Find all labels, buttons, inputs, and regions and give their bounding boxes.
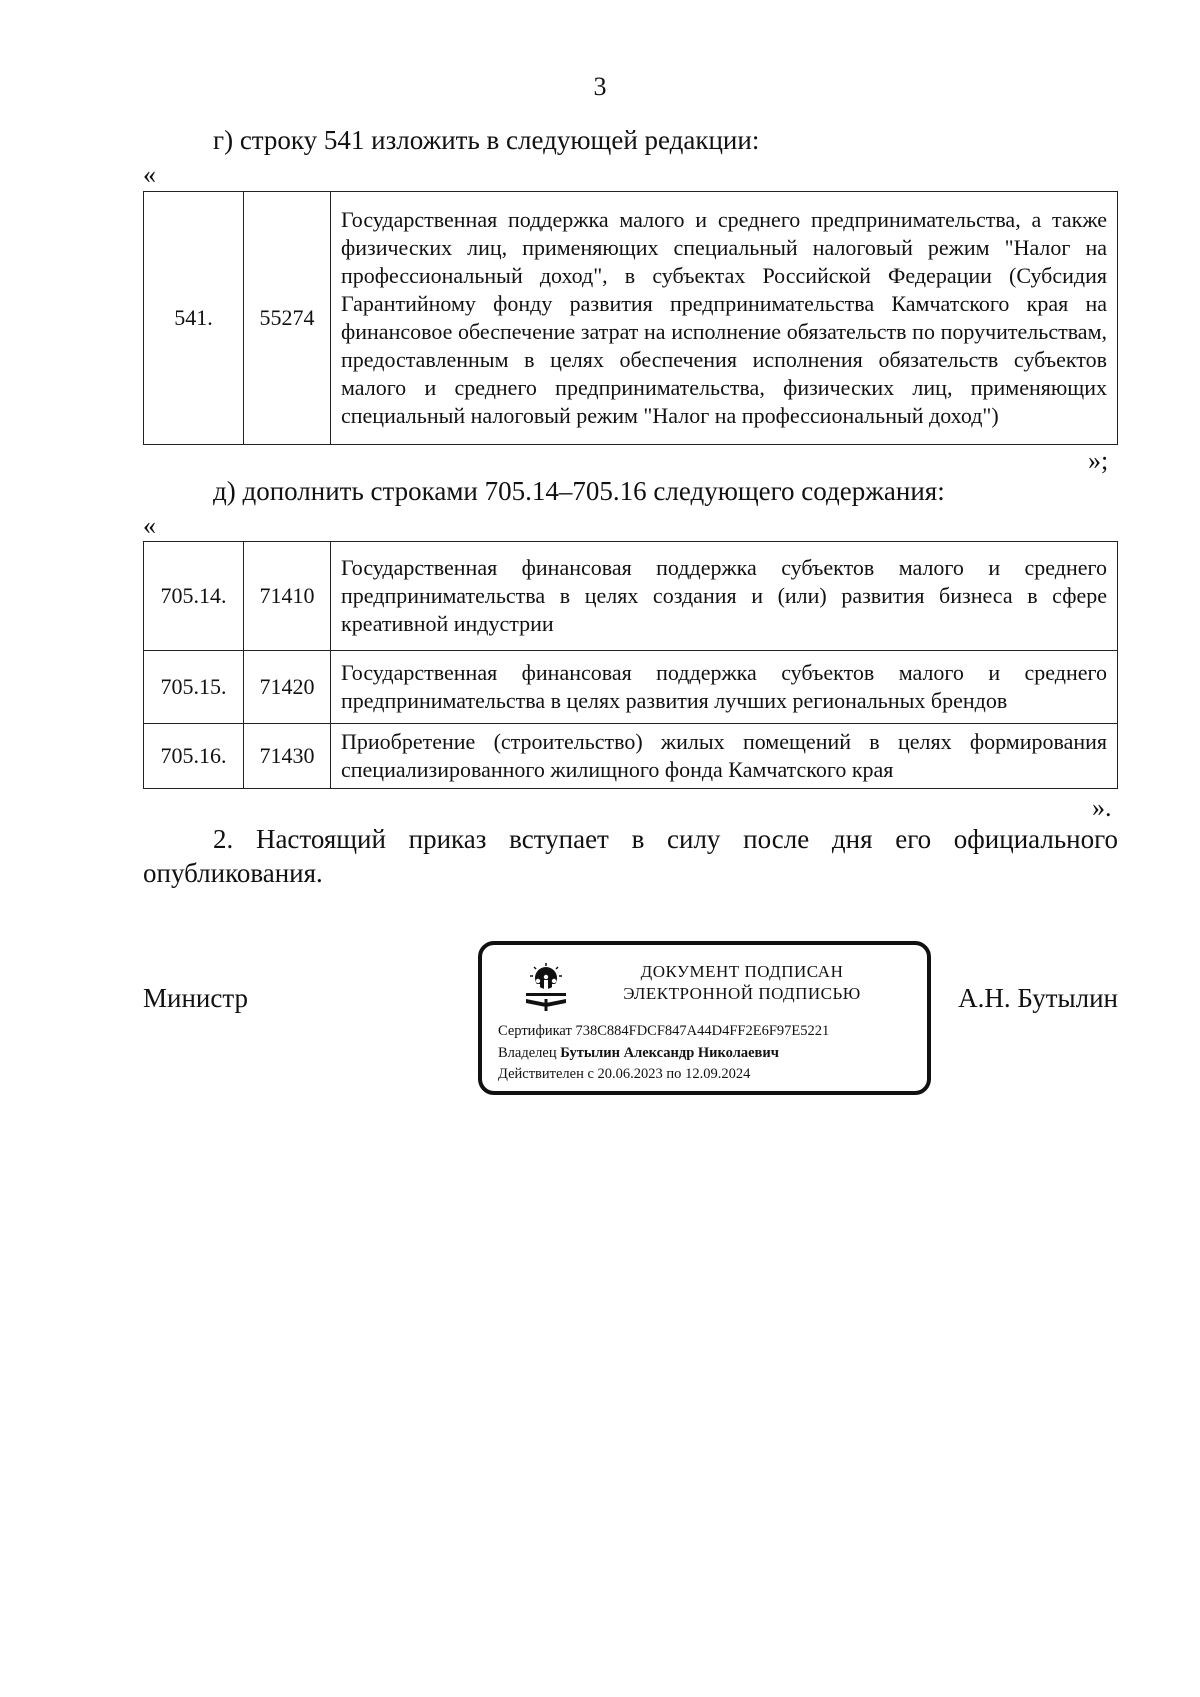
table-row bbox=[144, 192, 1118, 445]
valid-label: Действителен с bbox=[498, 1066, 594, 1082]
owner-value: Бутылин Александр Николаевич bbox=[560, 1045, 779, 1061]
valid-from: 20.06.2023 bbox=[597, 1066, 663, 1082]
row-number: 541. bbox=[144, 192, 244, 445]
row-code: 55274 bbox=[244, 192, 331, 445]
amendment-d-table bbox=[143, 541, 1118, 789]
valid-to-label: по bbox=[666, 1066, 682, 1082]
amendment-g-table bbox=[143, 191, 1118, 445]
table-row bbox=[144, 651, 1118, 724]
row-number: 705.14. bbox=[144, 542, 244, 651]
stamp-validity bbox=[498, 1066, 750, 1083]
signatory-name: А.Н. Бутылин bbox=[958, 983, 1118, 1013]
amendment-d-close-quote: ». bbox=[1092, 793, 1112, 822]
amendment-d-open-quote: « bbox=[143, 511, 156, 540]
table-row bbox=[144, 724, 1118, 789]
amendment-g-close-quote: »; bbox=[1088, 446, 1109, 475]
owner-label: Владелец bbox=[498, 1045, 557, 1061]
stamp-title-line2: ЭЛЕКТРОННОЙ ПОДПИСЬЮ bbox=[623, 984, 861, 1003]
signatory-position: Министр bbox=[143, 983, 248, 1013]
table-row bbox=[144, 542, 1118, 651]
amendment-g-intro: г) строку 541 изложить в следующей редакции: bbox=[213, 125, 760, 155]
row-text: Приобретение (строительство) жилых помещений в целях формирования специализированного жилищного фонда Камчатского края bbox=[331, 724, 1118, 789]
row-code: 71430 bbox=[244, 724, 331, 789]
row-text: Государственная финансовая поддержка субъектов малого и среднего предпринимательства в целях развития лучших региональных брендов bbox=[331, 651, 1118, 724]
stamp-owner bbox=[498, 1045, 779, 1062]
row-number: 705.16. bbox=[144, 724, 244, 789]
emblem-icon bbox=[522, 963, 570, 1013]
final-paragraph: 2. Настоящий приказ вступает в силу после дня его официального опубликования. bbox=[143, 824, 1118, 888]
electronic-signature-stamp bbox=[478, 941, 931, 1095]
amendment-d-intro: д) дополнить строками 705.14–705.16 следующего содержания: bbox=[213, 476, 945, 506]
row-code: 71420 bbox=[244, 651, 331, 724]
page-number: 3 bbox=[593, 72, 607, 101]
certificate-value: 738C884FDCF847A44D4FF2E6F97E5221 bbox=[575, 1023, 830, 1039]
certificate-label: Сертификат bbox=[498, 1023, 572, 1039]
valid-to: 12.09.2024 bbox=[685, 1066, 751, 1082]
row-code: 71410 bbox=[244, 542, 331, 651]
row-text: Государственная финансовая поддержка субъектов малого и среднего предпринимательства в целях создания и (или) развития бизнеса в сфере креативной индустрии bbox=[331, 542, 1118, 651]
row-number: 705.15. bbox=[144, 651, 244, 724]
amendment-g-open-quote: « bbox=[143, 160, 156, 189]
stamp-certificate bbox=[498, 1023, 829, 1040]
row-text: Государственная поддержка малого и среднего предпринимательства, а также физических лиц, применяющих специальный налоговый режим "Налог на профессиональный доход", в субъектах Российской Федерации (Субсидия Гарантийному фонду развития предпринимательства Камчатского края на финансовое обеспечение затрат на исполнение обязательств по поручительствам, предоставленным в целях обеспечения исполнения обязательств субъектов малого и среднего предпринимательства, физических лиц, применяющих специальный налоговый режим "Налог на профессиональный доход") bbox=[331, 192, 1118, 445]
stamp-title-line1: ДОКУМЕНТ ПОДПИСАН bbox=[640, 962, 844, 981]
